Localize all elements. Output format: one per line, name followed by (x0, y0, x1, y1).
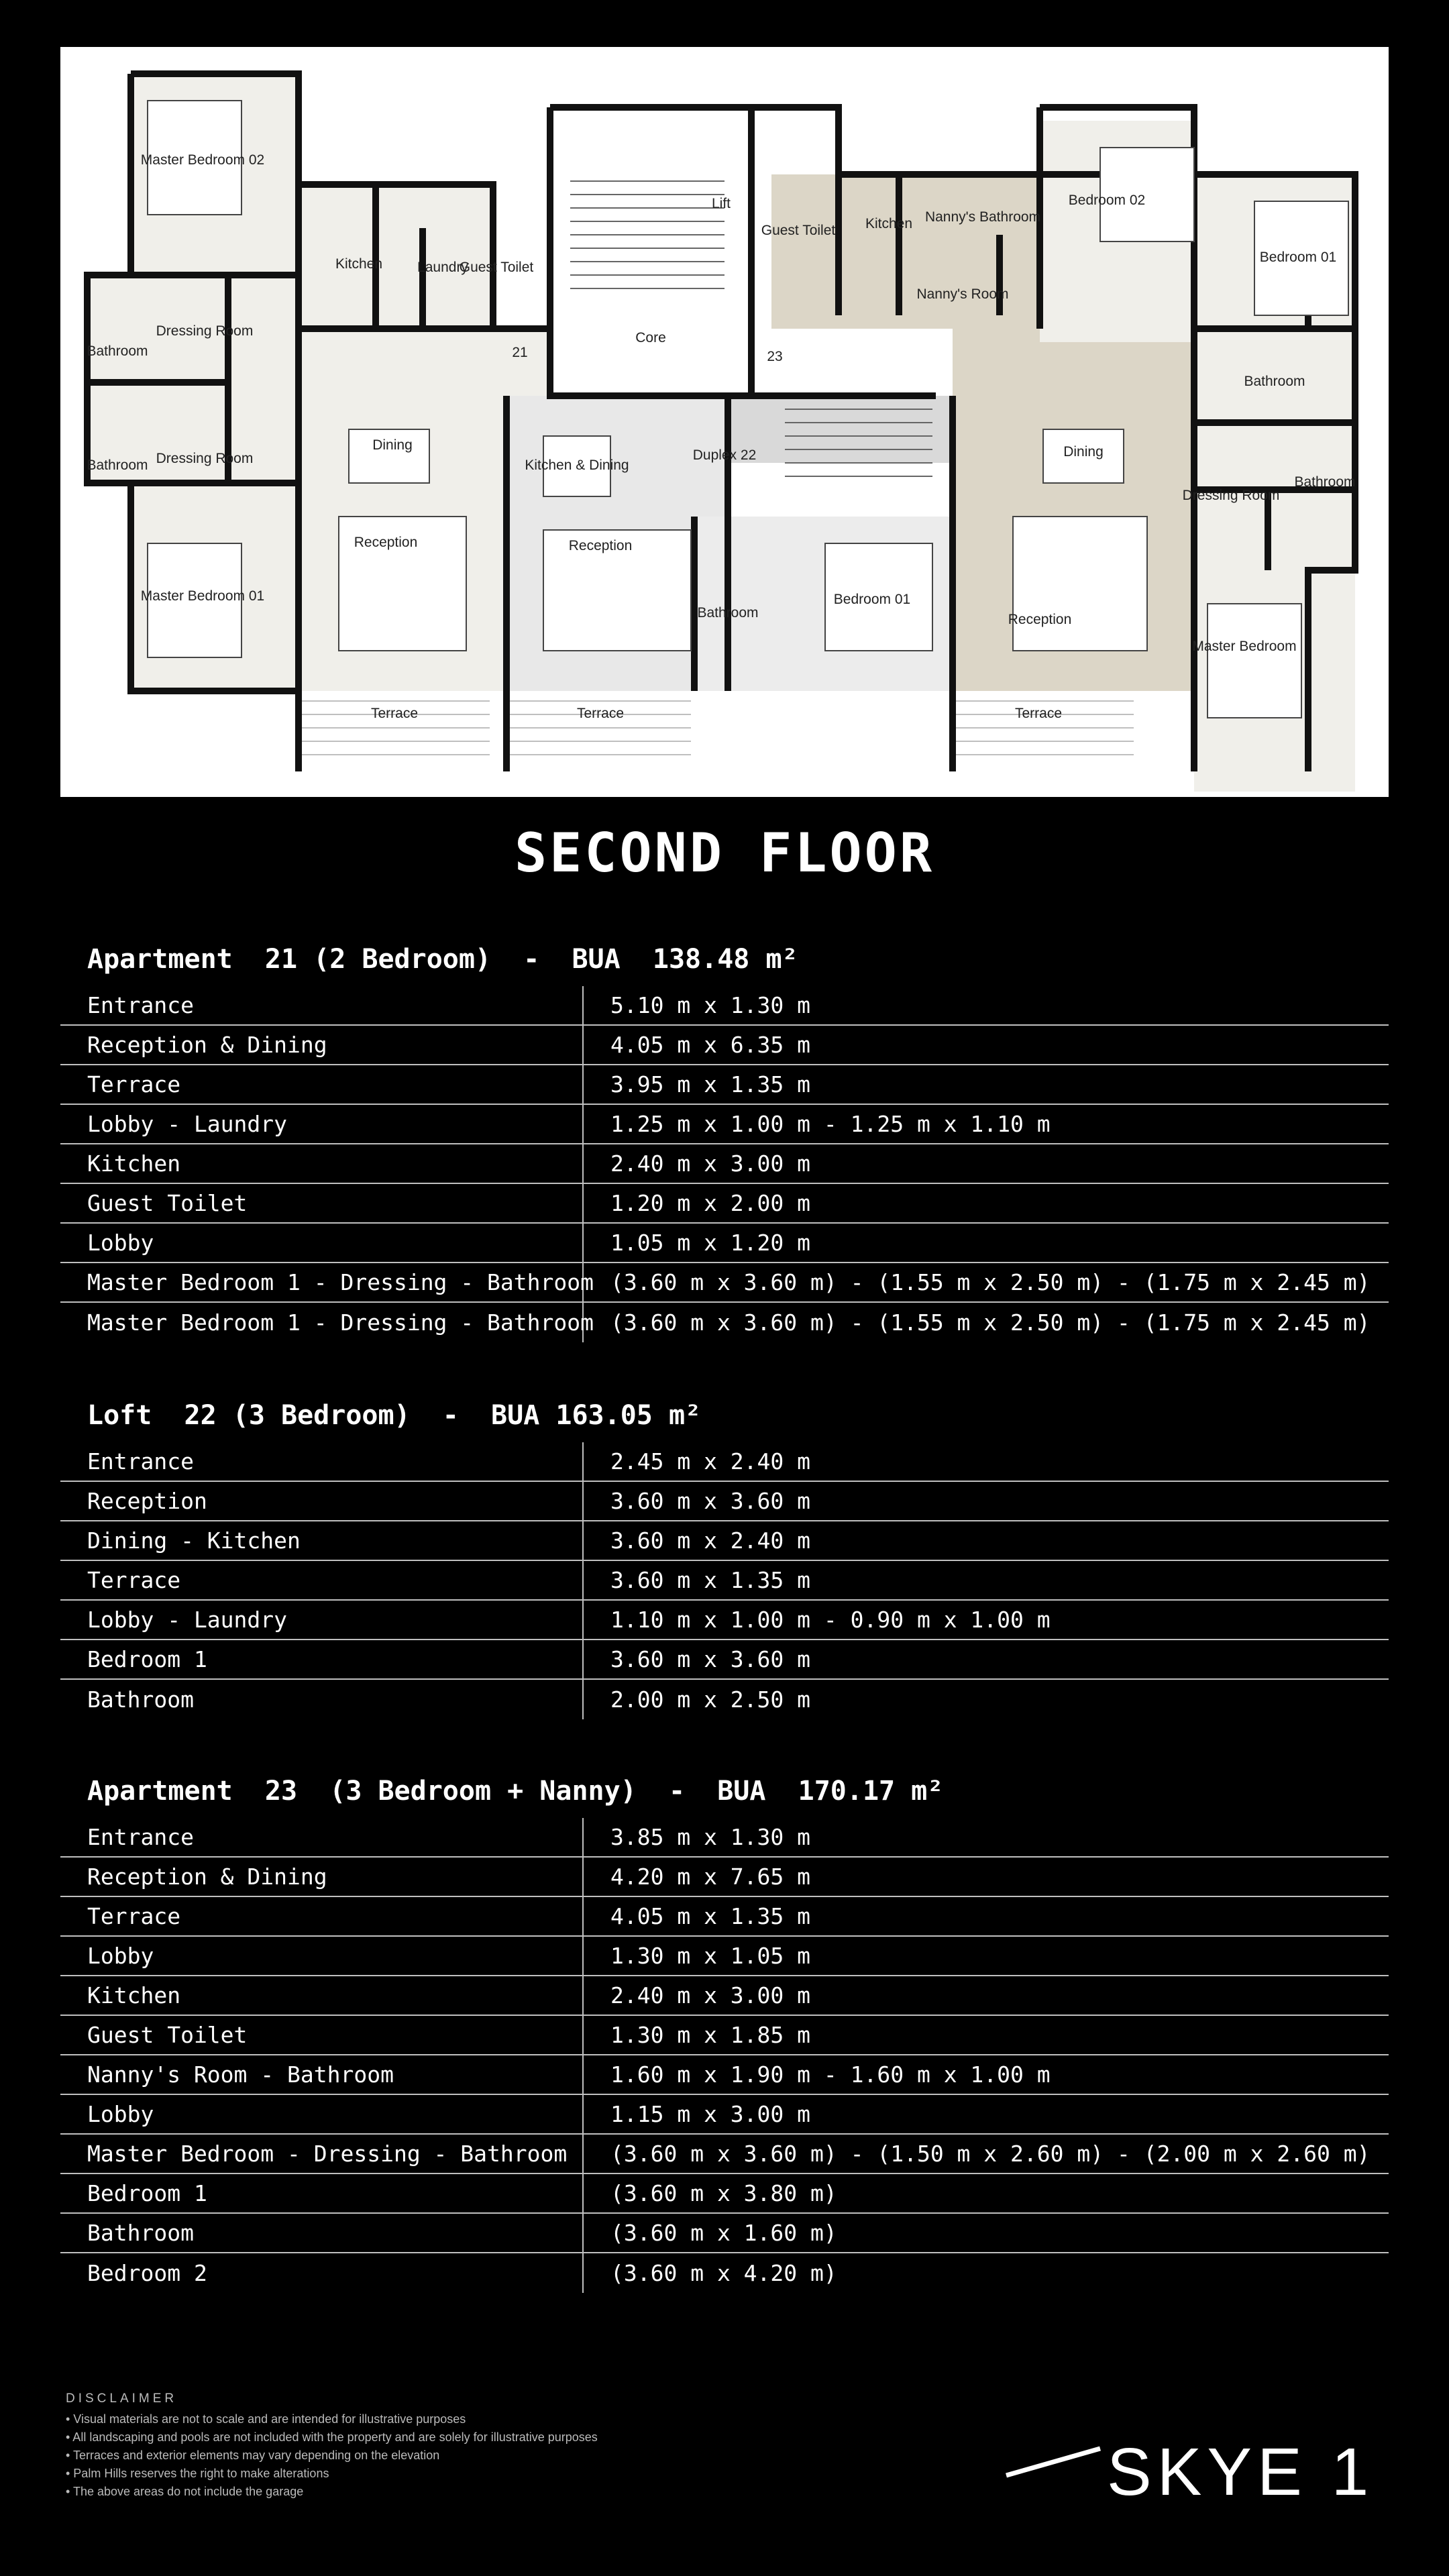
room-name: Reception & Dining (60, 1858, 584, 1896)
table-row (60, 986, 1389, 1026)
floor-plan-drawing (60, 47, 1389, 797)
label-laundry: Laundry (417, 260, 468, 275)
label-bathroom-right-2: Bathroom (1294, 474, 1356, 490)
room-name: Nanny's Room - Bathroom (60, 2055, 584, 2094)
table-row (60, 1601, 1389, 1640)
apartment-23-section (60, 1764, 1389, 2293)
room-size: 3.60 m x 1.35 m (610, 1567, 811, 1593)
room-name: Terrace (60, 1065, 584, 1104)
label-bedroom-01-right: Bedroom 01 (1259, 250, 1337, 265)
label-bathroom-right: Bathroom (1244, 374, 1305, 389)
room-name: Entrance (60, 986, 584, 1024)
room-name: Kitchen (60, 1144, 584, 1183)
disclaimer-title: DISCLAIMER (66, 2392, 178, 2406)
room-size: 3.85 m x 1.30 m (610, 1824, 811, 1850)
table-row (60, 1105, 1389, 1144)
table-row (60, 1858, 1389, 1897)
room-name: Lobby - Laundry (60, 1601, 584, 1639)
label-bedroom-02: Bedroom 02 (1068, 193, 1146, 208)
label-reception-22: Reception (568, 538, 633, 553)
section-heading: Loft 22 (3 Bedroom) - BUA 163.05 m² (87, 1400, 702, 1431)
label-master-bedroom-02: Master Bedroom 02 (140, 152, 265, 168)
room-name: Reception (60, 1482, 584, 1520)
room-size: 2.40 m x 3.00 m (610, 1982, 811, 2008)
label-dressing-room-mid-left: Dressing Room (156, 451, 254, 466)
room-size: 1.20 m x 2.00 m (610, 1190, 811, 1216)
room-name: Master Bedroom - Dressing - Bathroom (60, 2135, 584, 2173)
disclaimer-item: • All landscaping and pools are not included with the property and are solely for illustrative purposes (66, 2430, 598, 2444)
room-size: 5.10 m x 1.30 m (610, 992, 811, 1018)
label-terrace-22: Terrace (576, 706, 625, 721)
label-guest-toilet-21: Guest Toilet (459, 260, 534, 275)
table-row (60, 1561, 1389, 1601)
label-master-bedroom-right: Master Bedroom (1192, 639, 1297, 654)
table-row (60, 2253, 1389, 2293)
room-name: Entrance (60, 1442, 584, 1481)
room-name: Guest Toilet (60, 1184, 584, 1222)
room-name: Dining - Kitchen (60, 1521, 584, 1560)
disclaimer-item: • The above areas do not include the garage (66, 2485, 304, 2498)
label-reception-23: Reception (1008, 612, 1072, 627)
table-row (60, 2055, 1389, 2095)
logo-text: SKYE 1 (1107, 2434, 1375, 2510)
disclaimer-item: • Terraces and exterior elements may vary depending on the elevation (66, 2449, 440, 2462)
room-name: Terrace (60, 1561, 584, 1599)
room-name: Lobby (60, 1224, 584, 1262)
room-size: (3.60 m x 3.60 m) - (1.55 m x 2.50 m) - (1.75 m x 2.45 m) (610, 1309, 1371, 1336)
label-bedroom-01-22: Bedroom 01 (833, 592, 911, 607)
label-dressing-room-right: Dressing Room (1182, 488, 1280, 503)
table-row (60, 2016, 1389, 2055)
room-name: Lobby - Laundry (60, 1105, 584, 1143)
room-name: Master Bedroom 1 - Dressing - Bathroom (60, 1263, 584, 1301)
room-size: 1.25 m x 1.00 m - 1.25 m x 1.10 m (610, 1111, 1051, 1137)
room-name: Bathroom (60, 1680, 584, 1719)
label-kitchen-21: Kitchen (335, 256, 383, 272)
label-dressing-room-top-left: Dressing Room (156, 323, 254, 339)
room-size: 2.40 m x 3.00 m (610, 1150, 811, 1177)
room-size: 2.00 m x 2.50 m (610, 1686, 811, 1713)
table-row (60, 1026, 1389, 1065)
label-core: Core (635, 330, 666, 345)
room-name: Bedroom 1 (60, 1640, 584, 1678)
label-duplex-22: Duplex 22 (692, 447, 757, 463)
label-terrace-23: Terrace (1014, 706, 1063, 721)
room-size: (3.60 m x 4.20 m) (610, 2260, 837, 2286)
room-name: Master Bedroom 1 - Dressing - Bathroom (60, 1303, 584, 1342)
table-row (60, 1224, 1389, 1263)
logo-slash-icon (1003, 2435, 1104, 2509)
table-row (60, 1937, 1389, 1976)
room-size: (3.60 m x 3.60 m) - (1.55 m x 2.50 m) - (1.75 m x 2.45 m) (610, 1269, 1371, 1295)
room-size: 1.05 m x 1.20 m (610, 1230, 811, 1256)
table-row (60, 2135, 1389, 2174)
table-row (60, 2214, 1389, 2253)
label-terrace-21: Terrace (370, 706, 419, 721)
room-size: (3.60 m x 3.60 m) - (1.50 m x 2.60 m) - (2.00 m x 2.60 m) (610, 2141, 1371, 2167)
skye-logo (1003, 2435, 1379, 2509)
floor-plan (60, 47, 1389, 797)
room-name: Bedroom 2 (60, 2253, 584, 2293)
room-size: 3.60 m x 2.40 m (610, 1527, 811, 1554)
section-heading: Apartment 21 (2 Bedroom) - BUA 138.48 m² (87, 944, 798, 975)
room-size: 4.05 m x 1.35 m (610, 1903, 811, 1929)
disclaimer-item: • Palm Hills reserves the right to make alterations (66, 2467, 329, 2480)
table-row (60, 1065, 1389, 1105)
room-size: 1.30 m x 1.85 m (610, 2022, 811, 2048)
table-row (60, 1521, 1389, 1561)
label-master-bedroom-01: Master Bedroom 01 (140, 588, 265, 604)
room-size: 1.15 m x 3.00 m (610, 2101, 811, 2127)
room-size: 3.60 m x 3.60 m (610, 1488, 811, 1514)
label-guest-toilet-23: Guest Toilet (761, 223, 836, 238)
table-row (60, 2095, 1389, 2135)
apartment-21-section (60, 932, 1389, 1342)
room-size: 4.05 m x 6.35 m (610, 1032, 811, 1058)
table-row (60, 1144, 1389, 1184)
label-kitchen-dining-22: Kitchen & Dining (525, 458, 629, 473)
label-reception-21: Reception (354, 535, 418, 550)
table-row (60, 1184, 1389, 1224)
label-lift: Lift (711, 196, 731, 211)
room-name: Lobby (60, 1937, 584, 1975)
table-row (60, 1976, 1389, 2016)
terrace-hatch (302, 701, 1134, 755)
room-size: 1.30 m x 1.05 m (610, 1943, 811, 1969)
room-name: Entrance (60, 1818, 584, 1856)
room-size: 1.60 m x 1.90 m - 1.60 m x 1.00 m (610, 2061, 1051, 2088)
room-name: Reception & Dining (60, 1026, 584, 1064)
room-size: 3.60 m x 3.60 m (610, 1646, 811, 1672)
label-dining-21: Dining (372, 437, 413, 453)
room-name: Bedroom 1 (60, 2174, 584, 2212)
label-bathroom-top-left: Bathroom (87, 343, 148, 359)
table-row (60, 1897, 1389, 1937)
disclaimer (66, 2392, 737, 2501)
room-name: Lobby (60, 2095, 584, 2133)
table-row (60, 1442, 1389, 1482)
table-row (60, 1303, 1389, 1342)
page-title: SECOND FLOOR (515, 822, 934, 884)
table-row (60, 1818, 1389, 1858)
room-name: Terrace (60, 1897, 584, 1935)
disclaimer-item: • Visual materials are not to scale and are intended for illustrative purposes (66, 2412, 466, 2426)
room-name: Guest Toilet (60, 2016, 584, 2054)
room-size: 4.20 m x 7.65 m (610, 1864, 811, 1890)
section-heading: Apartment 23 (3 Bedroom + Nanny) - BUA 170.17 m² (87, 1776, 944, 1807)
label-nannys-room: Nanny's Room (916, 286, 1009, 302)
room-name: Kitchen (60, 1976, 584, 2015)
label-bathroom-mid-left: Bathroom (87, 458, 148, 473)
room-size: 1.10 m x 1.00 m - 0.90 m x 1.00 m (610, 1607, 1051, 1633)
room-size: (3.60 m x 3.80 m) (610, 2180, 837, 2206)
label-bathroom-22: Bathroom (697, 605, 759, 621)
room-size: (3.60 m x 1.60 m) (610, 2220, 837, 2246)
table-row (60, 2174, 1389, 2214)
table-row (60, 1263, 1389, 1303)
table-row (60, 1680, 1389, 1719)
table-row (60, 1482, 1389, 1521)
label-unit-21: 21 (512, 345, 528, 360)
table-row (60, 1640, 1389, 1680)
loft-22-section (60, 1389, 1389, 1719)
label-nannys-bathroom: Nanny's Bathroom (924, 209, 1041, 225)
room-name: Bathroom (60, 2214, 584, 2252)
label-unit-23: 23 (767, 349, 783, 364)
room-size: 3.95 m x 1.35 m (610, 1071, 811, 1097)
room-size: 2.45 m x 2.40 m (610, 1448, 811, 1474)
label-kitchen-23: Kitchen (865, 216, 913, 231)
label-dining-23: Dining (1063, 444, 1104, 460)
